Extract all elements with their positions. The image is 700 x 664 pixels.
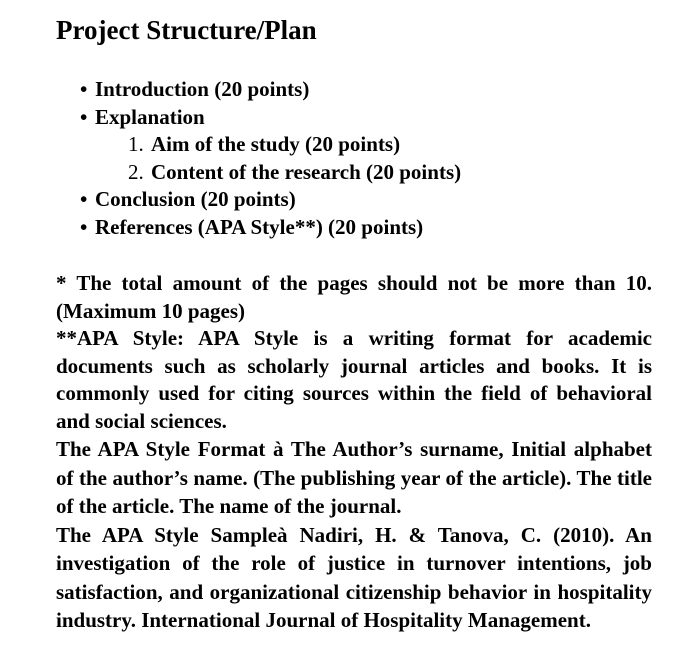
bullet-icon: •	[80, 77, 88, 101]
notes-section	[56, 270, 652, 635]
list-number: 2.	[128, 159, 144, 184]
outline-item-introduction	[56, 76, 652, 104]
bullet-icon: •	[80, 104, 88, 129]
apa-sample-note: The APA Style Sampleà Nadiri, H. & Tanova, C. (2010). An investigation of the role of justice in turnover intentions, job satisfaction, and organizational citizenship behavior in hospitality industry. International Journal of Hospitality Management.	[56, 522, 652, 632]
outline-item-label: Introduction (20 points)	[95, 77, 310, 101]
apa-definition-note: **APA Style: APA Style is a writing format for academic documents such as scholarly journal articles and books. It is commonly used for citing sources within the field of behavioral and social sciences.	[56, 326, 652, 433]
outline-item-label: References (APA Style**) (20 points)	[95, 214, 424, 239]
outline-item-label: Explanation	[95, 104, 205, 129]
page-title: Project Structure/Plan	[56, 15, 317, 45]
apa-format-note: The APA Style Format à The Author’s surname, Initial alphabet of the author’s name. (The publishing year of the article). The title of the article. The name of the journal.	[56, 437, 652, 518]
outline-subitem-content	[56, 159, 652, 187]
outline-subitem-aim	[56, 131, 652, 159]
outline-item-conclusion	[56, 186, 652, 214]
bullet-icon: •	[80, 187, 88, 211]
outline-item-label: Conclusion (20 points)	[95, 187, 296, 211]
outline-subitem-label: Aim of the study (20 points)	[151, 132, 401, 156]
outline-item-explanation	[56, 104, 652, 132]
structure-outline	[56, 76, 652, 241]
page-limit-note: * The total amount of the pages should not be more than 10. (Maximum 10 pages)	[56, 271, 652, 323]
outline-subitem-label: Content of the research (20 points)	[151, 159, 462, 184]
bullet-icon: •	[80, 214, 88, 239]
outline-item-references	[56, 214, 652, 242]
list-number: 1.	[128, 132, 144, 156]
